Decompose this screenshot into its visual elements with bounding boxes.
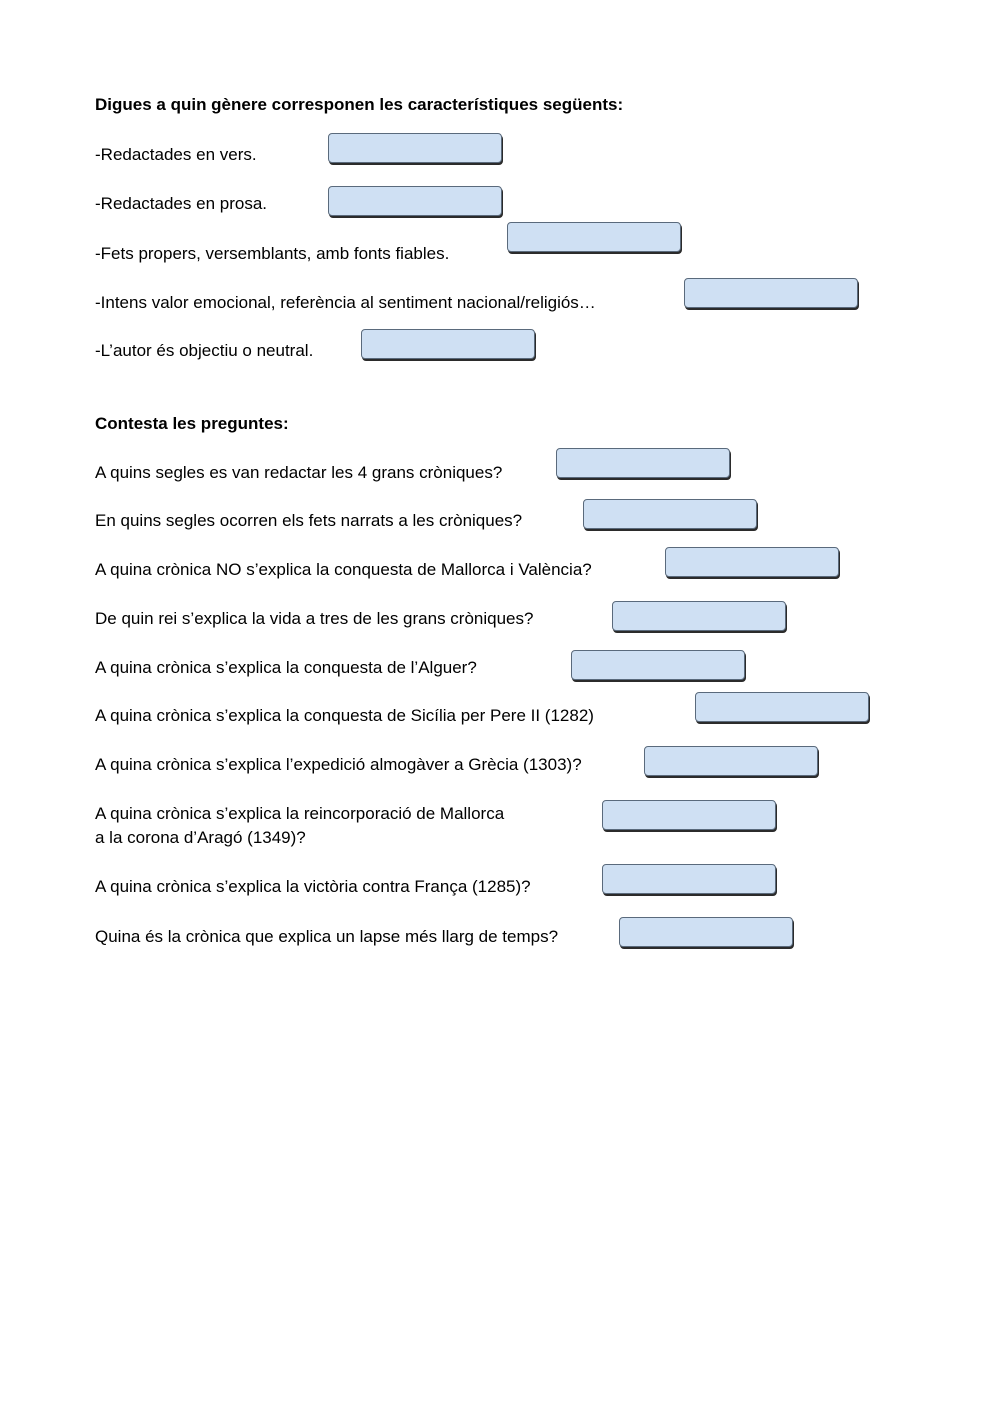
section1-item-4-text: -Intens valor emocional, referència al sentiment nacional/religiós… (95, 293, 596, 312)
section1-item-2-text: -Redactades en prosa. (95, 194, 267, 213)
section1-item-4-answer-input[interactable] (684, 278, 858, 308)
section1-title: Digues a quin gènere corresponen les característiques següents: (95, 95, 624, 114)
section2-question-2-text: En quins segles ocorren els fets narrats a les cròniques? (95, 511, 523, 530)
section2-question-5-text: A quina crònica s’explica la conquesta de l’Alguer? (95, 658, 477, 677)
section2-question-7-answer-input[interactable] (644, 746, 818, 776)
section2-question-1-text: A quins segles es van redactar les 4 grans cròniques? (95, 463, 503, 482)
section2-question-3-answer-input[interactable] (665, 547, 839, 577)
section2-question-5-answer-input[interactable] (571, 650, 745, 680)
section2-question-1-answer-input[interactable] (556, 448, 730, 478)
section2-question-6-text: A quina crònica s’explica la conquesta de Sicília per Pere II (1282) (95, 706, 594, 725)
section1-item-1-text: -Redactades en vers. (95, 145, 257, 164)
section2-question-4-text: De quin rei s’explica la vida a tres de les grans cròniques? (95, 609, 534, 628)
section2-question-10-text: Quina és la crònica que explica un lapse més llarg de temps? (95, 927, 559, 946)
section2-title: Contesta les preguntes: (95, 414, 289, 433)
section2-question-8-text: A quina crònica s’explica la reincorporació de Mallorca (95, 804, 505, 823)
section2-question-8-answer-input[interactable] (602, 800, 776, 830)
section2-question-9-text: A quina crònica s’explica la victòria contra França (1285)? (95, 877, 531, 896)
section1-item-5-answer-input[interactable] (361, 329, 535, 359)
section2-question-2-answer-input[interactable] (583, 499, 757, 529)
section2-question-4-answer-input[interactable] (612, 601, 786, 631)
section1-item-3-answer-input[interactable] (507, 222, 681, 252)
section1-item-2-answer-input[interactable] (328, 186, 502, 216)
section2-question-9-answer-input[interactable] (602, 864, 776, 894)
section2-question-8-text-line2: a la corona d’Aragó (1349)? (95, 828, 306, 847)
section2-question-6-answer-input[interactable] (695, 692, 869, 722)
section1-item-3-text: -Fets propers, versemblants, amb fonts fiables. (95, 244, 450, 263)
section2-question-10-answer-input[interactable] (619, 917, 793, 947)
section2-question-3-text: A quina crònica NO s’explica la conquesta de Mallorca i València? (95, 560, 592, 579)
section2-question-7-text: A quina crònica s’explica l’expedició almogàver a Grècia (1303)? (95, 755, 582, 774)
section1-item-5-text: -L’autor és objectiu o neutral. (95, 341, 314, 360)
section1-item-1-answer-input[interactable] (328, 133, 502, 163)
